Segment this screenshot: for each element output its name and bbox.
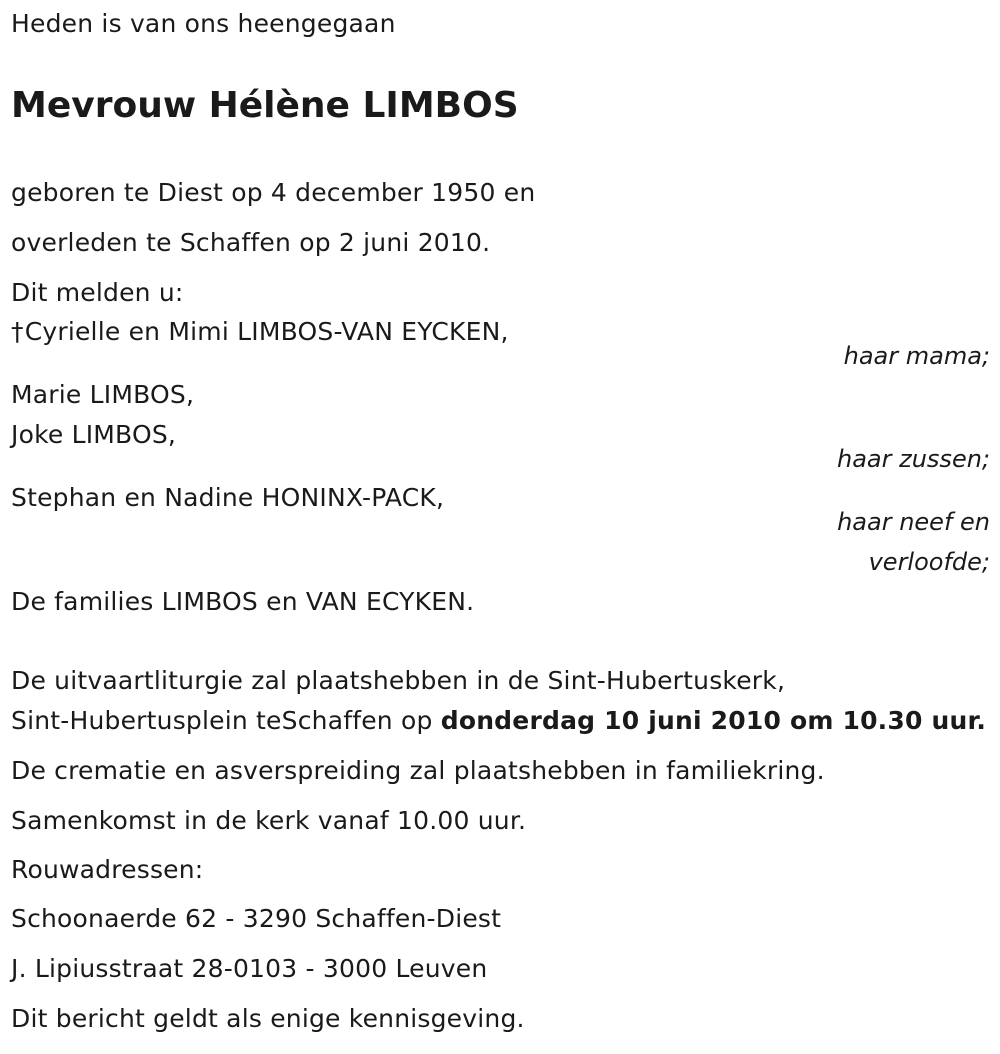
address-1: Schoonaerde 62 - 3290 Schaffen-Diest	[11, 904, 502, 933]
sisters-relation: haar zussen;	[837, 445, 990, 473]
announce-text: Dit melden u:	[11, 278, 184, 307]
notice-text: Dit bericht geldt als enige kennisgeving.	[11, 1004, 525, 1033]
addresses-label: Rouwadressen:	[11, 855, 204, 884]
nephew-relation-line-1: haar neef en	[837, 508, 990, 536]
deceased-name: Mevrouw Hélène LIMBOS	[11, 85, 519, 126]
funeral-datetime: donderdag 10 juni 2010 om 10.30 uur.	[440, 706, 987, 735]
mourner-parents	[11, 316, 509, 348]
families-text: De families LIMBOS en VAN ECYKEN.	[11, 587, 475, 616]
birth-text: geboren te Diest op 4 december 1950 en	[11, 178, 536, 207]
parents-relation: haar mama;	[843, 342, 990, 370]
cross-icon: †	[11, 317, 24, 346]
gathering-text: Samenkomst in de kerk vanaf 10.00 uur.	[11, 806, 527, 835]
intro-text: Heden is van ons heengegaan	[11, 9, 396, 38]
funeral-line-1: De uitvaartliturgie zal plaatshebben in de Sint-Hubertuskerk,	[11, 666, 786, 695]
parents-names: Cyrielle en Mimi LIMBOS-VAN EYCKEN,	[24, 317, 509, 346]
funeral-location: Sint-Hubertusplein teSchaffen op	[11, 706, 441, 735]
nephew-relation-line-2: verloofde;	[868, 548, 990, 576]
mourner-sister-2: Joke LIMBOS,	[11, 420, 177, 449]
funeral-line-2	[11, 705, 986, 737]
cremation-text: De crematie en asverspreiding zal plaatshebben in familiekring.	[11, 756, 825, 785]
mourner-nephew: Stephan en Nadine HONINX-PACK,	[11, 483, 445, 512]
address-2: J. Lipiusstraat 28-0103 - 3000 Leuven	[11, 954, 488, 983]
death-text: overleden te Schaffen op 2 juni 2010.	[11, 228, 491, 257]
mourner-sister-1: Marie LIMBOS,	[11, 380, 195, 409]
